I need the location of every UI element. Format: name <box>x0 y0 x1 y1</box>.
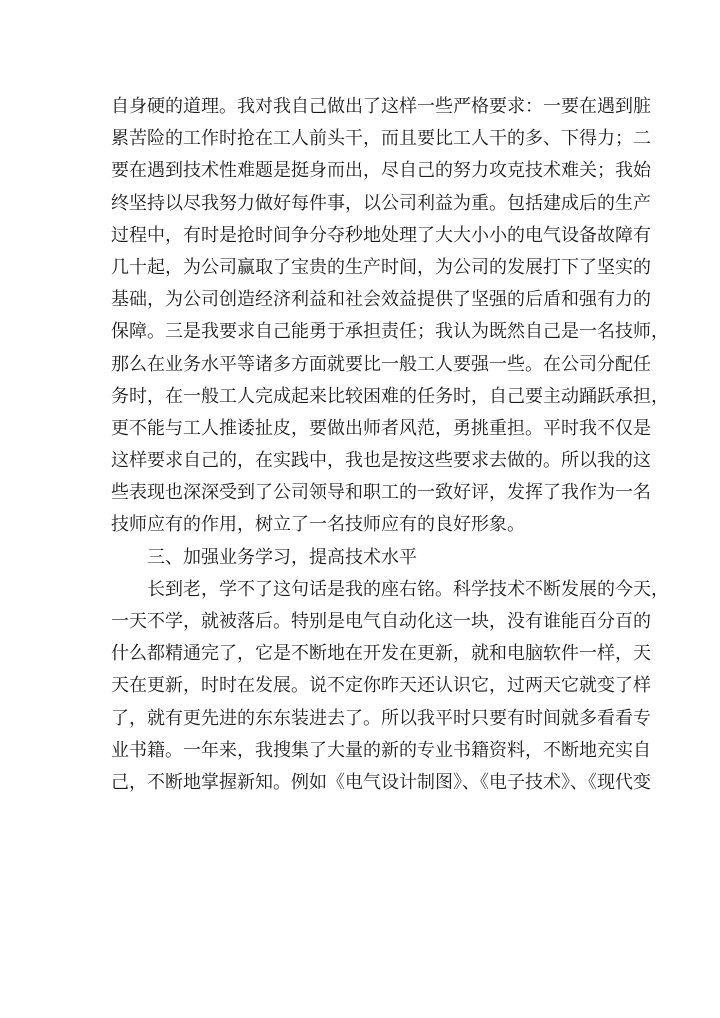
text-line: 些表现也深深受到了公司领导和职工的一致好评，发挥了我作为一名 <box>111 482 651 504</box>
text-line: 务时，在一般工人完成起来比较困难的任务时，自己要主动踊跃承担， <box>111 385 669 407</box>
text-line-last: 技师应有的作用，树立了一名技师应有的良好形象。 <box>111 514 525 536</box>
text-line: 几十起，为公司赢取了宝贵的生产时间，为公司的发展打下了坚实的 <box>111 256 651 278</box>
text-line: 了，就有更先进的东东装进去了。所以我平时只要有时间就多看看专 <box>111 707 651 729</box>
text-line: 己，不断地掌握新知。例如《电气设计制图》、《电子技术》、《现代变 <box>111 771 651 793</box>
text-line: 要在遇到技术性难题是挺身而出，尽自己的努力攻克技术难关；我始 <box>111 160 651 182</box>
document-body <box>111 91 669 799</box>
text-line: 什么都精通完了，它是不断地在开发在更新，就和电脑软件一样，天 <box>111 643 651 665</box>
text-line-first: 长到老，学不了这句话是我的座右铭。科学技术不断发展的今天， <box>147 578 669 600</box>
text-line: 自身硬的道理。我对我自己做出了这样一些严格要求：一要在遇到脏 <box>111 96 651 117</box>
section-heading: 三、加强业务学习，提高技术水平 <box>147 546 417 568</box>
text-line: 一天不学，就被落后。特别是电气自动化这一块，没有谁能百分百的 <box>111 611 651 632</box>
paragraph-1 <box>111 91 669 542</box>
text-line: 这样要求自己的，在实践中，我也是按这些要求去做的。所以我的这 <box>111 450 651 472</box>
text-line: 累苦险的工作时抢在工人前头干，而且要比工人干的多、下得力；二 <box>111 128 651 150</box>
text-line: 终坚持以尽我努力做好每件事，以公司利益为重。包括建成后的生产 <box>111 192 651 214</box>
text-line: 更不能与工人推诿扯皮，要做出师者风范，勇挑重担。平时我不仅是 <box>111 417 651 439</box>
text-line: 天在更新，时时在发展。说不定你昨天还认识它，过两天它就变了样 <box>111 675 651 697</box>
text-line: 那么在业务水平等诸多方面就要比一般工人要强一些。在公司分配任 <box>111 353 651 375</box>
text-line: 业书籍。一年来，我搜集了大量的新的专业书籍资料，不断地充实自 <box>111 739 651 761</box>
text-line: 基础，为公司创造经济利益和社会效益提供了坚强的后盾和强有力的 <box>111 289 651 311</box>
paragraph-2 <box>111 574 669 799</box>
text-line: 过程中，有时是抢时间争分夺秒地处理了大大小小的电气设备故障有 <box>111 224 651 246</box>
text-line: 保障。三是我要求自己能勇于承担责任；我认为既然自己是一名技师， <box>111 321 669 343</box>
